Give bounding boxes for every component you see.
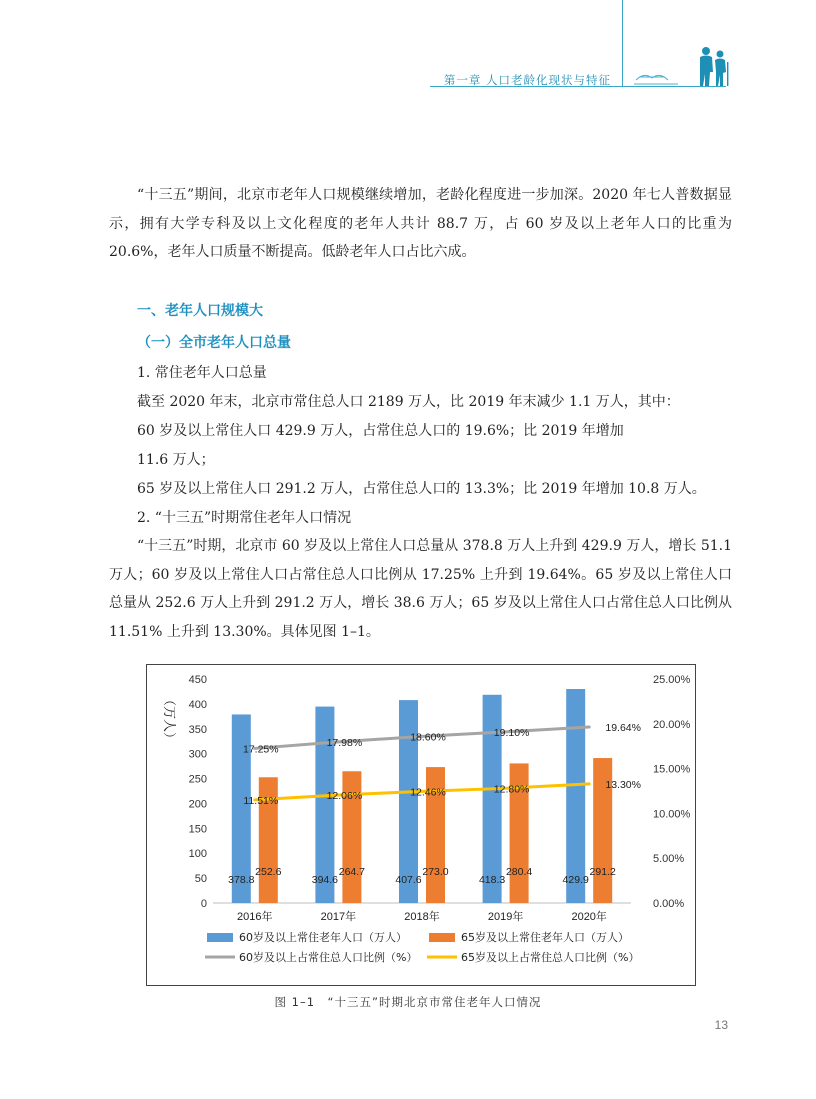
ratio-60plus-label: 17.98%	[326, 736, 363, 749]
y-axis-label: （万人）	[161, 693, 176, 746]
bar-60plus-label: 418.3	[478, 874, 506, 886]
chart-frame	[146, 664, 696, 986]
y-tick-label: 200	[188, 798, 207, 811]
body-line: 11.6 万人；	[137, 452, 215, 468]
bar-60plus-label: 394.6	[311, 874, 339, 886]
x-tick-label: 2019年	[487, 911, 524, 923]
ratio-60plus-label: 19.10%	[493, 726, 530, 739]
x-tick-label: 2020年	[571, 911, 607, 923]
page-number: 13	[714, 1018, 728, 1032]
y2-tick-label: 15.00%	[653, 763, 691, 776]
body-paragraph: “十三五”时期，北京市 60 岁及以上常住人口总量从 378.8 万人上升到 429.9 万人，增长 51.1 万人；60 岁及以上常住人口占常住总人口比例从 17.25% 上升到 19.64%。65 岁及以上常住人口总量从 252.6 万人上升到 291.2 万人，增长 38.6 万人；65 岁及以上常住人口占常住总人口比例从 11.51% 上升到 13.30%。具体见图 1–1。	[109, 538, 732, 640]
header-vertical-rule	[622, 0, 623, 86]
bar-65plus-label: 280.4	[505, 866, 533, 878]
ratio-65plus-label: 11.51%	[243, 794, 279, 807]
elderly-couple-icon	[634, 44, 730, 88]
body-line: 60 岁及以上常住人口 429.9 万人，占常住总人口的 19.6%；比 2019 年增加	[137, 423, 624, 439]
ratio-65plus-label: 12.46%	[410, 786, 446, 799]
bar-60plus-label: 407.6	[395, 874, 422, 886]
y-tick-label: 0	[200, 898, 207, 910]
y-tick-label: 450	[188, 674, 207, 686]
chapter-title: 第一章 人口老龄化现状与特征	[443, 73, 611, 87]
y-tick-label: 150	[188, 823, 207, 836]
section-heading: 一、老年人口规模大	[137, 303, 263, 319]
item1-title: 1. 常住老年人口总量	[137, 365, 267, 381]
body-line: 65 岁及以上常住人口 291.2 万人，占常住总人口的 13.3%；比 2019 年增加 10.8 万人。	[137, 481, 706, 497]
y2-tick-label: 0.00%	[653, 898, 685, 910]
x-tick-label: 2018年	[404, 911, 440, 923]
ratio-65plus-label: 12.80%	[493, 783, 530, 796]
y2-tick-label: 20.00%	[653, 718, 691, 731]
bar-65plus-label: 264.7	[338, 866, 366, 878]
legend-label: 65岁及以上占常住总人口比例（%）	[461, 951, 640, 964]
section-subheading: （一）全市老年人口总量	[137, 335, 291, 351]
y2-tick-label: 25.00%	[653, 674, 691, 686]
legend-swatch-60plus	[207, 933, 233, 942]
bar-65plus-label: 291.2	[589, 866, 616, 878]
ratio-65plus-label: 12.06%	[326, 789, 363, 802]
x-tick-label: 2017年	[320, 911, 357, 923]
figure-caption: 图 1–1 “十三五”时期北京市常住老年人口情况	[274, 995, 542, 1009]
body-line: 截至 2020 年末，北京市常住总人口 2189 万人，比 2019 年末减少 1.1 万人，其中：	[137, 394, 680, 410]
legend-swatch-65plus	[429, 933, 455, 942]
bar-60plus-label: 378.8	[228, 874, 255, 886]
y-tick-label: 50	[194, 873, 207, 886]
y-tick-label: 400	[188, 698, 207, 711]
ratio-65plus-label: 13.30%	[605, 778, 642, 791]
y2-tick-label: 5.00%	[653, 853, 685, 866]
item2-title: 2. “十三五”时期常住老年人口情况	[137, 510, 352, 526]
legend-label: 65岁及以上常住老年人口（万人）	[461, 931, 629, 944]
ratio-60plus-label: 19.64%	[605, 722, 642, 735]
ratio-60plus-label: 18.60%	[410, 731, 446, 744]
combo-chart	[147, 665, 695, 985]
y-tick-label: 100	[188, 848, 207, 861]
y-tick-label: 300	[188, 748, 207, 761]
legend-label: 60岁及以上常住老年人口（万人）	[239, 931, 407, 944]
bar-60plus	[566, 689, 585, 903]
intro-paragraph: “十三五”期间，北京市老年人口规模继续增加，老龄化程度进一步加深。2020 年七人普数据显示，拥有大学专科及以上文化程度的老年人共计 88.7 万，占 60 岁及以上老年人口的比重为 20.6%，老年人口质量不断提高。低龄老年人口占比六成。	[109, 187, 732, 260]
bar-65plus-label: 273.0	[422, 866, 449, 878]
y-tick-label: 250	[188, 773, 207, 786]
bar-65plus-label: 252.6	[255, 866, 282, 878]
legend-label: 60岁及以上占常住总人口比例（%）	[239, 951, 418, 964]
x-tick-label: 2016年	[237, 911, 273, 923]
bar-60plus-label: 429.9	[562, 874, 589, 886]
y2-tick-label: 10.00%	[653, 808, 691, 821]
ratio-60plus-label: 17.25%	[242, 743, 279, 756]
y-tick-label: 350	[188, 723, 207, 736]
